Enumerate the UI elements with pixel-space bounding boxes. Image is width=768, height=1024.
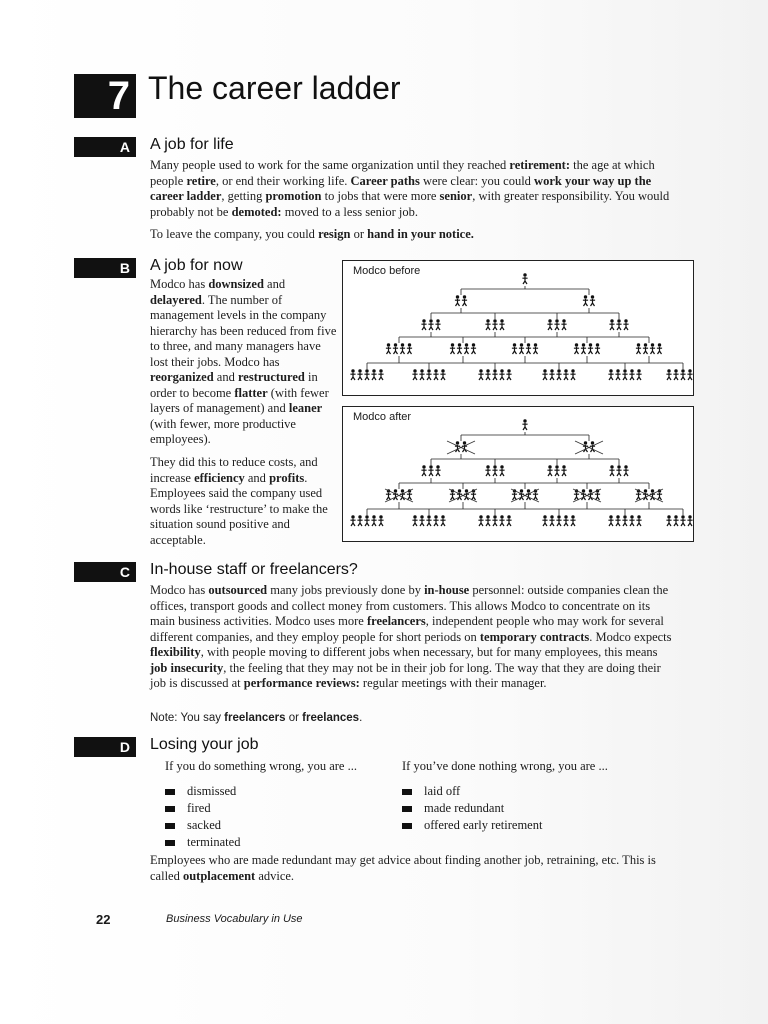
person-icon: [421, 319, 426, 330]
person-icon: [583, 295, 588, 306]
person-icon: [615, 369, 620, 380]
text-run: To leave the company, you could: [150, 227, 319, 241]
key-term: restructured: [237, 370, 305, 384]
person-icon: [519, 343, 524, 354]
text-run: They did this to reduce costs, and increase: [150, 455, 318, 485]
person-icon: [542, 515, 547, 526]
person-icon: [421, 465, 426, 476]
person-icon: [561, 465, 566, 476]
person-icon: [549, 515, 554, 526]
person-icon: [563, 515, 568, 526]
text-run: were clear: you could: [419, 173, 535, 188]
person-icon: [616, 465, 621, 476]
person-icon: [428, 465, 433, 476]
person-icon: [499, 319, 504, 330]
text-run: (with fewer layers of management) and: [150, 385, 329, 415]
person-icon: [581, 343, 586, 354]
key-term: efficiency: [194, 470, 245, 485]
key-term: flatter: [234, 385, 268, 400]
text-run: or: [285, 712, 303, 724]
person-icon: [556, 369, 561, 380]
text-run: personnel: outside companies clean the offices, transport goods and collect money from customers. This allows Modco to concentrate on its main business activities. Modco uses more: [150, 583, 669, 628]
person-icon: [687, 515, 692, 526]
person-icon: [615, 515, 620, 526]
org-chart-after-figure: [343, 407, 693, 541]
text-run: advice.: [255, 868, 295, 883]
person-icon: [412, 369, 417, 380]
section-a-paragraph-2: [150, 227, 678, 243]
person-icon: [547, 319, 552, 330]
person-icon: [650, 343, 655, 354]
person-icon: [608, 515, 613, 526]
bullet-square-icon: [165, 789, 175, 795]
key-term: performance reviews:: [243, 676, 360, 690]
person-icon: [636, 343, 641, 354]
person-icon: [364, 369, 369, 380]
key-term: leaner: [288, 401, 323, 415]
person-icon: [350, 515, 355, 526]
person-icon: [657, 343, 662, 354]
text-run: , with people moving to different jobs when necessary, but for many employees, this means: [200, 645, 658, 659]
list-item: [402, 783, 678, 800]
section-d-paragraph: [150, 853, 678, 884]
person-icon: [542, 369, 547, 380]
list-item-label: fired: [187, 801, 211, 815]
person-icon: [522, 273, 527, 284]
text-run: Modco has: [150, 583, 209, 597]
person-icon: [485, 515, 490, 526]
person-icon: [547, 465, 552, 476]
person-icon: [455, 295, 460, 306]
person-icon: [687, 369, 692, 380]
key-term: temporary contracts: [479, 629, 590, 644]
person-icon: [364, 515, 369, 526]
text-run: Note: You say: [150, 712, 225, 724]
section-c-paragraph: [150, 583, 678, 692]
person-icon: [680, 369, 685, 380]
text-run: moved to a less senior job.: [281, 204, 419, 219]
text-run: , with greater responsibility. You would probably not be: [150, 189, 670, 219]
key-term: job insecurity: [150, 660, 224, 675]
person-icon: [407, 343, 412, 354]
bullet-square-icon: [402, 789, 412, 795]
person-icon: [426, 515, 431, 526]
person-icon: [499, 465, 504, 476]
person-icon: [680, 515, 685, 526]
list-item-label: sacked: [187, 818, 222, 832]
section-a-heading: A job for life: [150, 136, 234, 153]
key-term: promotion: [265, 189, 322, 203]
text-run: Employees who are made redundant may get advice about finding another job, retraining, etc. This is called: [150, 853, 656, 883]
key-term: Career paths: [350, 173, 420, 188]
text-run: , independent people who may work for several different companies, and they employ people for short periods on: [150, 614, 664, 644]
list-item: [402, 800, 678, 817]
bullet-square-icon: [402, 823, 412, 829]
person-icon: [629, 369, 634, 380]
key-term: retire: [186, 173, 216, 188]
key-term: flexibility: [150, 645, 201, 659]
section-a-paragraph-1: [150, 158, 678, 220]
list-item-label: made redundant: [424, 801, 505, 815]
text-run: or: [350, 227, 368, 241]
person-icon: [419, 369, 424, 380]
person-icon: [464, 343, 469, 354]
person-icon: [450, 343, 455, 354]
list-item: [165, 834, 395, 851]
person-icon: [623, 465, 628, 476]
person-icon: [435, 465, 440, 476]
key-term: delayered: [150, 292, 202, 307]
person-icon: [428, 319, 433, 330]
person-icon: [492, 515, 497, 526]
section-a-badge: A: [74, 137, 136, 157]
no-fault-list: [402, 783, 678, 834]
person-icon: [485, 319, 490, 330]
page-number: 22: [96, 912, 111, 927]
person-icon: [666, 515, 671, 526]
person-icon: [371, 369, 376, 380]
key-term: hand in your notice.: [367, 227, 474, 241]
list-item: [165, 800, 395, 817]
person-icon: [595, 343, 600, 354]
text-run: , or end their working life.: [215, 173, 351, 188]
section-c-note: [150, 712, 362, 724]
text-run: . Modco expects: [589, 629, 672, 644]
org-chart-before-label: Modco before: [353, 265, 421, 277]
bullet-square-icon: [402, 806, 412, 812]
person-icon: [574, 343, 579, 354]
text-run: regular meetings with their manager.: [359, 676, 547, 690]
person-icon: [506, 369, 511, 380]
section-b-badge: B: [74, 258, 136, 278]
person-icon: [350, 369, 355, 380]
key-term: downsized: [208, 277, 264, 291]
key-term: senior: [439, 189, 473, 203]
person-icon: [554, 465, 559, 476]
wrong-doing-lead: If you do something wrong, you are ...: [165, 759, 357, 773]
key-term: outsourced: [208, 583, 268, 597]
chapter-number-badge: 7: [74, 74, 136, 118]
person-icon: [440, 515, 445, 526]
person-icon: [462, 295, 467, 306]
person-icon: [556, 515, 561, 526]
bullet-square-icon: [165, 823, 175, 829]
person-icon: [435, 319, 440, 330]
page-title: The career ladder: [148, 70, 401, 106]
person-icon: [673, 515, 678, 526]
person-icon: [561, 319, 566, 330]
person-icon: [666, 369, 671, 380]
person-icon: [526, 343, 531, 354]
text-run: , the feeling that they may not be in their job for long. The way that they are doing their job is discussed at: [150, 660, 661, 690]
person-icon: [563, 369, 568, 380]
list-item: [165, 783, 395, 800]
person-icon: [357, 369, 362, 380]
person-icon: [673, 369, 678, 380]
list-item-label: offered early retirement: [424, 818, 543, 832]
person-icon: [506, 515, 511, 526]
person-icon: [570, 515, 575, 526]
bullet-square-icon: [165, 840, 175, 846]
text-run: the age at which people: [150, 158, 655, 188]
person-icon: [412, 515, 417, 526]
org-chart-before-figure: [343, 261, 693, 395]
text-run: Modco has: [150, 277, 209, 291]
person-icon: [499, 369, 504, 380]
person-icon: [608, 369, 613, 380]
text-run: in order to become: [150, 370, 318, 400]
key-term: work your way up the career ladder: [150, 173, 652, 203]
list-item: [165, 817, 395, 834]
list-item: [402, 817, 678, 834]
text-run: .: [359, 712, 363, 724]
text-run: . The number of management levels in the company hierarchy has been reduced from five to three, and many managers have lost their jobs. Modco has: [150, 292, 337, 369]
person-icon: [393, 343, 398, 354]
text-run: . Employees said the company used words like ‘restructure’ to make the situation sound positive and acceptable.: [150, 470, 328, 547]
person-icon: [478, 515, 483, 526]
person-icon: [426, 369, 431, 380]
org-chart-after-label: Modco after: [353, 411, 412, 423]
person-icon: [478, 369, 483, 380]
person-icon: [622, 369, 627, 380]
key-term: freelancers: [366, 614, 426, 628]
section-b-paragraph-1: [150, 277, 338, 448]
wrong-doing-list: [165, 783, 395, 851]
person-icon: [629, 515, 634, 526]
person-icon: [440, 369, 445, 380]
org-chart-before: [342, 260, 694, 396]
key-term: demoted:: [231, 204, 282, 219]
person-icon: [609, 465, 614, 476]
list-item-label: laid off: [424, 784, 461, 798]
person-icon: [471, 343, 476, 354]
key-term: reorganized: [150, 370, 214, 384]
text-run: and: [213, 370, 238, 384]
no-fault-column: [402, 758, 678, 834]
person-icon: [433, 515, 438, 526]
list-item-label: dismissed: [187, 784, 237, 798]
person-icon: [522, 419, 527, 430]
section-b-heading: A job for now: [150, 257, 243, 274]
key-term: freelances: [302, 712, 360, 724]
person-icon: [419, 515, 424, 526]
bullet-square-icon: [165, 806, 175, 812]
person-icon: [378, 515, 383, 526]
no-fault-lead: If you’ve done nothing wrong, you are ...: [402, 759, 608, 773]
person-icon: [588, 343, 593, 354]
person-icon: [499, 515, 504, 526]
key-term: outplacement: [182, 868, 256, 883]
book-title: Business Vocabulary in Use: [166, 913, 303, 925]
key-term: in-house: [424, 583, 470, 597]
person-icon: [492, 369, 497, 380]
wrong-doing-column: [165, 758, 395, 851]
person-icon: [512, 343, 517, 354]
person-icon: [623, 319, 628, 330]
person-icon: [386, 343, 391, 354]
text-run: (with fewer, more productive employees).: [150, 416, 296, 446]
person-icon: [549, 369, 554, 380]
person-icon: [378, 369, 383, 380]
org-chart-after: [342, 406, 694, 542]
section-c-heading: In-house staff or freelancers?: [150, 561, 358, 578]
text-run: , getting: [221, 189, 266, 203]
key-term: retirement:: [509, 158, 571, 172]
section-c-badge: C: [74, 562, 136, 582]
person-icon: [570, 369, 575, 380]
person-icon: [616, 319, 621, 330]
text-run: to jobs that were more: [321, 189, 440, 203]
person-icon: [457, 343, 462, 354]
person-icon: [622, 515, 627, 526]
person-icon: [643, 343, 648, 354]
list-item-label: terminated: [187, 835, 241, 849]
person-icon: [554, 319, 559, 330]
person-icon: [636, 515, 641, 526]
person-icon: [485, 369, 490, 380]
person-icon: [485, 465, 490, 476]
person-icon: [492, 319, 497, 330]
person-icon: [371, 515, 376, 526]
section-d-badge: D: [74, 737, 136, 757]
section-d-heading: Losing your job: [150, 736, 259, 753]
person-icon: [357, 515, 362, 526]
person-icon: [492, 465, 497, 476]
text-run: many jobs previously done by: [267, 583, 425, 597]
person-icon: [609, 319, 614, 330]
person-icon: [533, 343, 538, 354]
key-term: profits: [269, 470, 305, 485]
text-run: and: [263, 277, 286, 291]
text-run: Many people used to work for the same organization until they reached: [150, 158, 510, 172]
text-run: and: [244, 470, 270, 485]
section-b-paragraph-2: [150, 455, 338, 548]
person-icon: [636, 369, 641, 380]
key-term: freelancers: [224, 712, 286, 724]
person-icon: [433, 369, 438, 380]
person-icon: [590, 295, 595, 306]
key-term: resign: [318, 227, 351, 241]
person-icon: [400, 343, 405, 354]
